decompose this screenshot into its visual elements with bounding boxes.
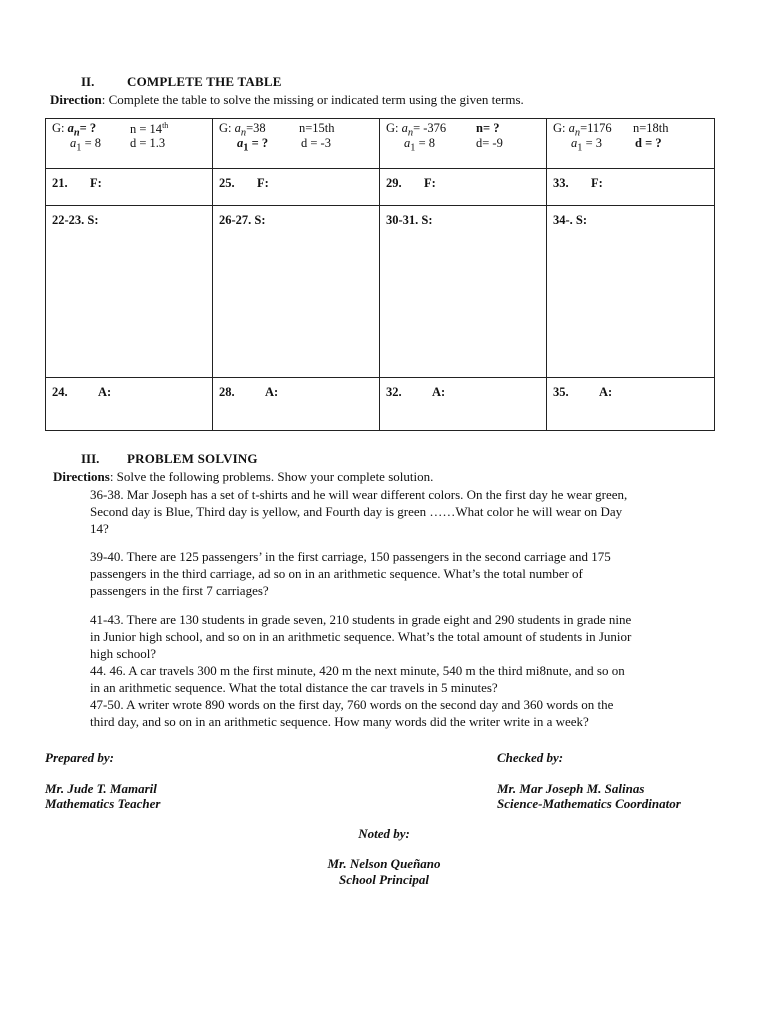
given-a1: $a_1$ = ? [237,136,269,154]
answer-cell-3[interactable]: 32. A: [380,378,547,431]
noted-label: Noted by: [358,826,410,841]
problem-line: high school? [90,646,157,661]
section-2-direction [50,91,524,108]
solution-cell-4[interactable]: 34-. S: [547,206,715,378]
given-line-1: G: $a_n=38$ [219,121,266,139]
formula-cell-1[interactable]: 21. F: [46,169,213,206]
given-cell-2 [213,119,380,169]
problem-block-2 [90,548,611,599]
section-3-directions [53,468,433,485]
problem-line: passengers in the third carriage, ad so on in an arithmetic sequence. What’s the total number of [90,566,583,581]
given-cell-4 [547,119,715,169]
problem-line: third day, and so on in an arithmetic sequence. How many words did the writer write in a week? [90,714,589,729]
solution-cell-2[interactable]: 26-27. S: [213,206,380,378]
given-n: n=15th [299,121,335,135]
given-d: d = 1.3 [130,136,166,150]
given-cell-1 [46,119,213,169]
given-line-1: G: $a_n= -376$ [386,121,447,139]
problem-line: 39-40. There are 125 passengers’ in the first carriage, 150 passengers in the second carriage and 175 [90,549,611,564]
answer-cell-2[interactable]: 28. A: [213,378,380,431]
checked-name: Mr. Mar Joseph M. Salinas [497,781,645,796]
checked-title: Science-Mathematics Coordinator [497,796,681,811]
formula-cell-3[interactable]: 29. F: [380,169,547,206]
given-line-1: G: $a_n=1176$ [553,121,612,139]
formula-cell-4[interactable]: 33. F: [547,169,715,206]
section-2-title: COMPLETE THE TABLE [127,74,282,89]
prepared-name: Mr. Jude T. Mamaril [45,781,157,796]
arithmetic-sequence-table [45,118,715,431]
given-d: d= -9 [476,136,503,150]
given-d: d = ? [635,136,662,150]
problem-line: 36-38. Mar Joseph has a set of t-shirts and he will wear different colors. On the first day he wear green, [90,487,628,502]
given-d: d = -3 [301,136,331,150]
solution-cell-1[interactable]: 22-23. S: [46,206,213,378]
direction-label: Direction [50,92,102,107]
given-a1: $a_1 = 3$ [571,136,603,154]
problem-line: in Junior high school, and so on in an arithmetic sequence. What’s the total amount of students in Junior [90,629,632,644]
problem-line: 41-43. There are 130 students in grade seven, 210 students in grade eight and 290 students in grade nine [90,612,632,627]
answer-cell-1[interactable]: 24. A: [46,378,213,431]
problem-line: in an arithmetic sequence. What the total distance the car travels in 5 minutes? [90,680,498,695]
problem-line: Second day is Blue, Third day is yellow, and Fourth day is green ……What color he will wear on Day [90,504,623,519]
answer-cell-4[interactable]: 35. A: [547,378,715,431]
answer-row [46,378,715,431]
problem-line: 14? [90,521,109,536]
given-cell-3 [380,119,547,169]
section-2-number: II. [81,74,95,89]
given-n: n= ? [476,121,500,135]
given-n: n = 14th [130,121,169,137]
section-3-number: III. [81,451,100,466]
prepared-title: Mathematics Teacher [45,796,161,811]
section-3-title: PROBLEM SOLVING [127,451,258,466]
direction-text: : Complete the table to solve the missing or indicated term using the given terms. [101,92,524,107]
formula-row [46,169,715,206]
solution-row [46,206,715,378]
problem-line: 44. 46. A car travels 300 m the first minute, 420 m the next minute, 540 m the third mi8nute, and so on [90,663,625,678]
checked-label: Checked by: [497,750,564,765]
given-a1: $a_1 = 8$ [404,136,436,154]
solution-cell-3[interactable]: 30-31. S: [380,206,547,378]
given-row [46,119,715,169]
problem-block-1 [90,486,627,537]
noted-name: Mr. Nelson Queñano [327,856,441,871]
problem-line: 47-50. A writer wrote 890 words on the first day, 760 words on the second day and 360 words on the [90,697,614,712]
noted-title: School Principal [339,872,429,887]
problem-block-3 [90,611,631,730]
given-n: n=18th [633,121,669,135]
given-line-1: G: $a_n=$ ? [52,121,97,139]
given-a1: $a_1 = 8$ [70,136,102,154]
prepared-label: Prepared by: [45,750,114,765]
formula-cell-2[interactable]: 25. F: [213,169,380,206]
directions-label: Directions [53,469,110,484]
problem-line: passengers in the first 7 carriages? [90,583,269,598]
directions-text: : Solve the following problems. Show your complete solution. [109,469,434,484]
